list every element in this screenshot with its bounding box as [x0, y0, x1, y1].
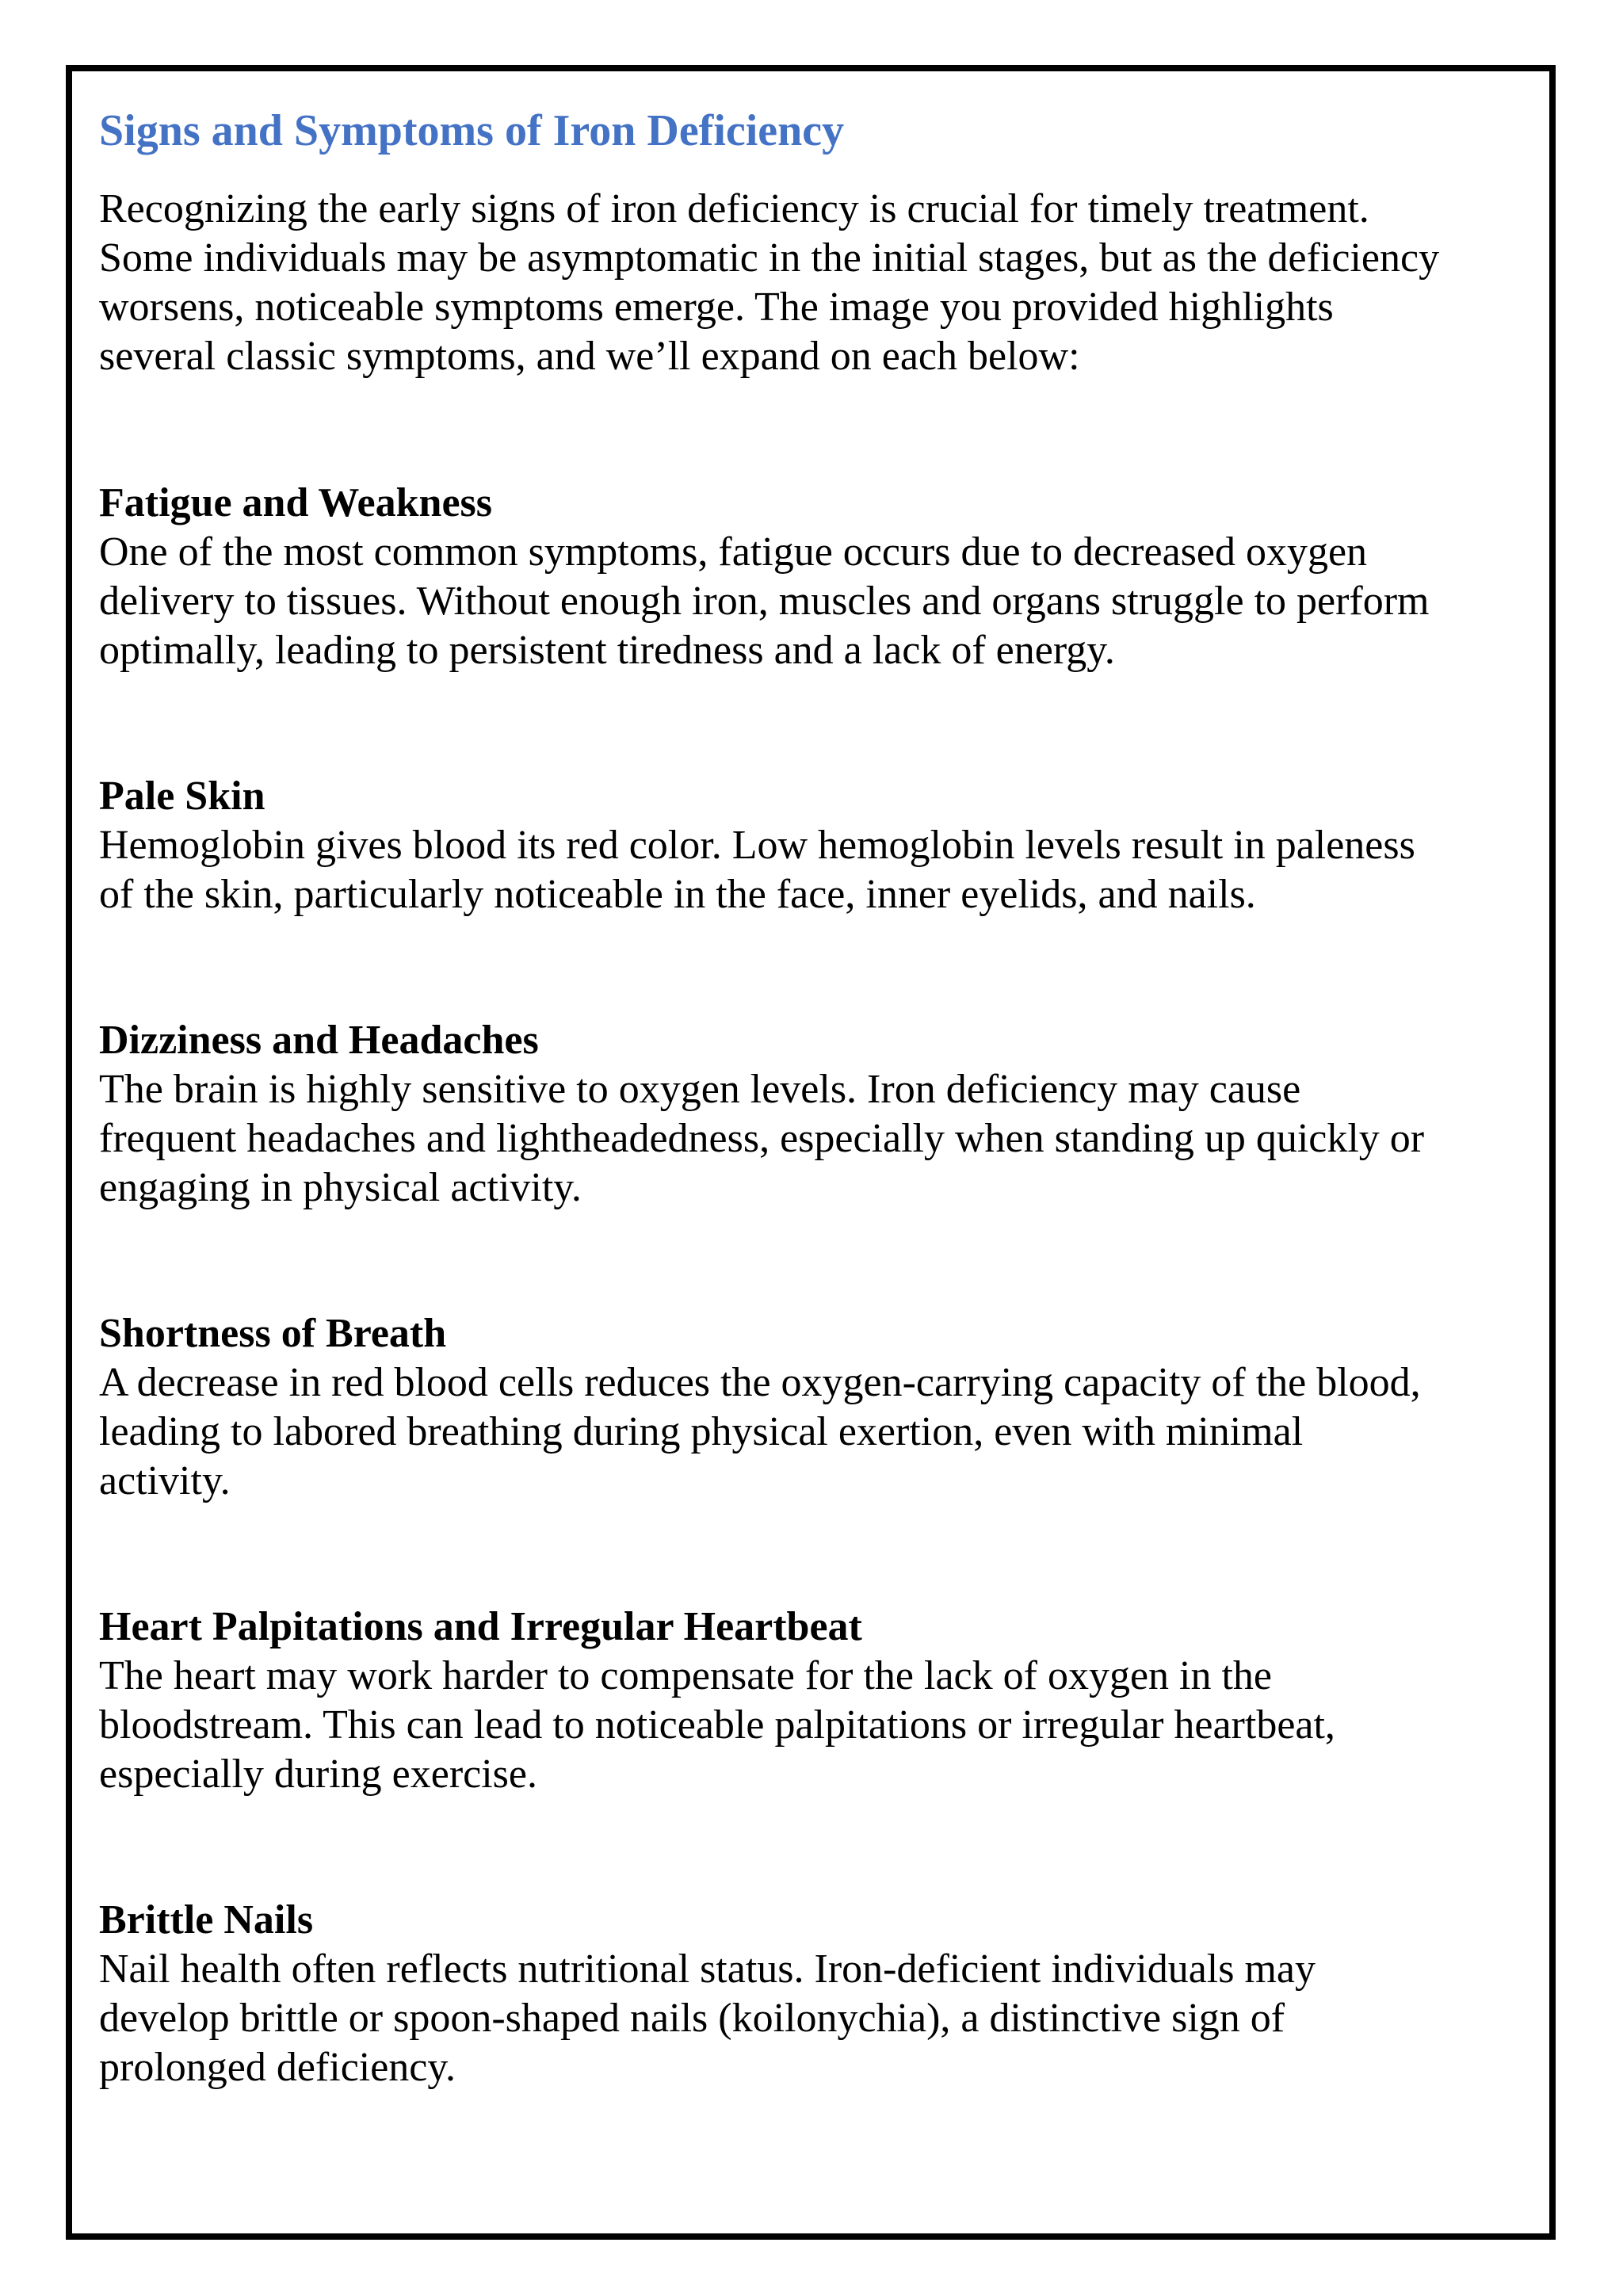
section-pale-skin	[99, 772, 1526, 919]
section-heading: Dizziness and Headaches	[99, 1018, 539, 1063]
section-shortness-of-breath	[99, 1309, 1526, 1506]
section-body: Hemoglobin gives blood its red color. Low hemoglobin levels result in paleness of the skin, particularly noticeable in the face, inner eyelids, and nails.	[99, 823, 1415, 917]
section-body: Nail health often reflects nutritional status. Iron-deficient individuals may develop brittle or spoon-shaped nails (koilonychia), a distinctive sign of prolonged deficiency.	[99, 1946, 1316, 2090]
section-body: The heart may work harder to compensate for the lack of oxygen in the bloodstream. This can lead to noticeable palpitations or irregular heartbeat, especially during exercise.	[99, 1653, 1335, 1797]
section-heading: Fatigue and Weakness	[99, 480, 493, 525]
section-dizziness-and-headaches	[99, 1016, 1526, 1213]
section-heading: Shortness of Breath	[99, 1311, 447, 1356]
section-body: The brain is highly sensitive to oxygen levels. Iron deficiency may cause frequent headaches and lightheadedness, especially when standing up quickly or engaging in physical activity.	[99, 1067, 1425, 1210]
section-body: A decrease in red blood cells reduces the oxygen-carrying capacity of the blood, leading to labored breathing during physical exertion, even with minimal activity.	[99, 1360, 1421, 1503]
intro-paragraph: Recognizing the early signs of iron deficiency is crucial for timely treatment. Some individuals may be asymptomatic in the initial stages, but as the deficiency worsens, noticeable symptoms emerge. The image you provided highlights several classic symptoms, and we’ll expand on each below:	[99, 186, 1440, 379]
section-brittle-nails	[99, 1896, 1526, 2092]
section-heading: Brittle Nails	[99, 1897, 314, 1943]
section-body: One of the most common symptoms, fatigue occurs due to decreased oxygen delivery to tissues. Without enough iron, muscles and organs struggle to perform optimally, leading to persistent tiredness and a lack of energy.	[99, 529, 1430, 673]
section-heading: Pale Skin	[99, 774, 265, 819]
section-heading: Heart Palpitations and Irregular Heartbeat	[99, 1604, 862, 1649]
section-fatigue-and-weakness	[99, 479, 1526, 675]
document-title: Signs and Symptoms of Iron Deficiency	[99, 106, 845, 155]
section-heart-palpitations	[99, 1603, 1526, 1799]
document-content	[99, 99, 1526, 2092]
